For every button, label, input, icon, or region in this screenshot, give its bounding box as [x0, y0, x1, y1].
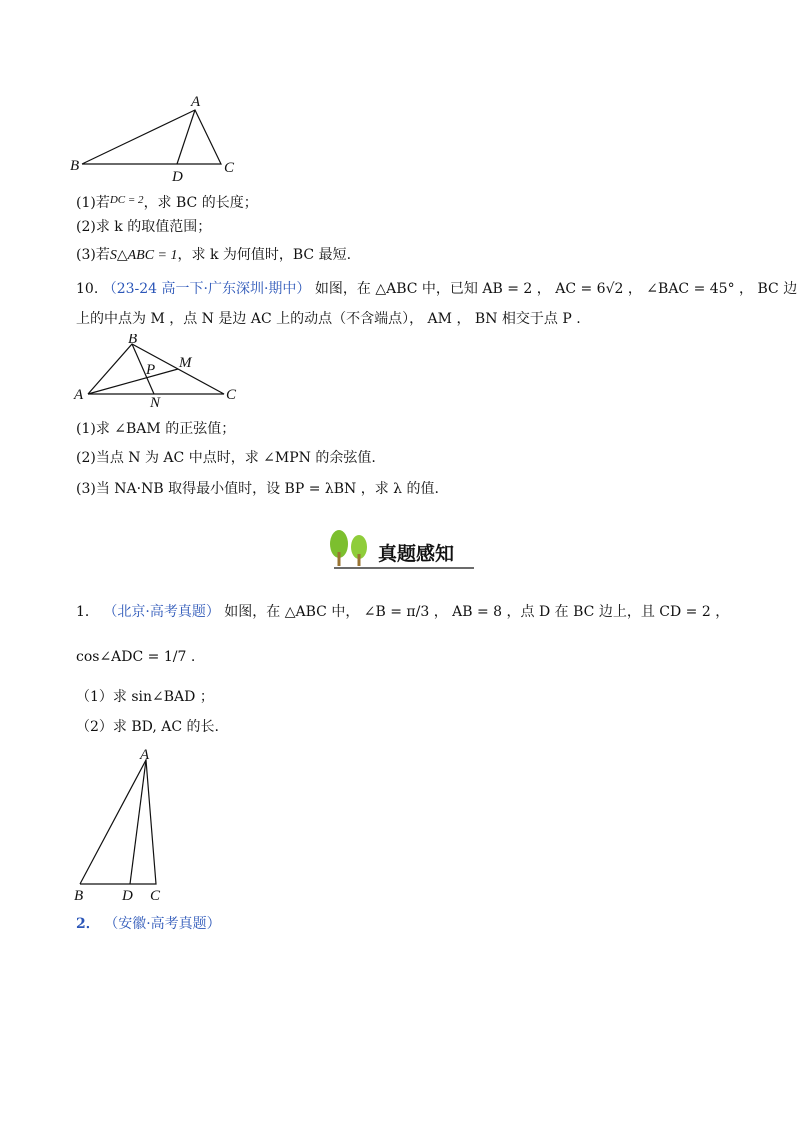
fig1-segment-ad	[177, 110, 195, 164]
r1-part1: （1）求 sin∠BAD ；	[76, 689, 214, 705]
fig1-triangle-edges	[82, 110, 221, 164]
fig2-triangle-edges	[88, 344, 224, 394]
figure-triangle-abd	[64, 92, 254, 184]
fig1-label-d: D	[172, 169, 183, 184]
q9-part1-condition: DC = 2	[109, 194, 144, 206]
fig2-label-n: N	[150, 395, 161, 409]
q9-part1-prefix: (1)若	[76, 195, 110, 211]
q10-stem-line2: 上的中点为 M ，点 N 是边 AC 上的动点（不含端点）， AM ， BN 相交于点 P .	[76, 311, 581, 327]
fig3-segment-ad	[130, 760, 146, 884]
banner-underline	[334, 567, 474, 569]
q10-stem-line1	[76, 280, 797, 298]
q10-source: （23-24 高一下·广东深圳·期中）	[102, 281, 311, 297]
fig3-label-a: A	[140, 747, 150, 763]
q9-part2: (2)求 k 的取值范围；	[76, 219, 212, 235]
r2-heading	[76, 915, 221, 933]
fig2-label-m: M	[179, 355, 192, 371]
fig3-label-b: B	[74, 888, 84, 904]
r1-stem-line2: cos∠ADC = 1/7 .	[76, 649, 196, 665]
fig2-segment-am	[88, 369, 178, 394]
r2-source: （安徽·高考真题）	[104, 916, 221, 932]
r1-number: 1．	[76, 604, 99, 620]
fig1-label-a: A	[191, 94, 201, 110]
figure-triangle-median	[70, 334, 245, 409]
fig3-label-c: C	[150, 888, 161, 904]
r1-line1: 如图，在 △ABC 中， ∠B = π/3 ， AB = 8 ，点 D 在 BC 边上，且 CD = 2 ，	[224, 604, 730, 620]
fig1-label-b: B	[70, 158, 80, 174]
fig2-label-p: P	[146, 362, 156, 378]
fig2-label-b: B	[128, 334, 138, 347]
figure-tall-triangle	[70, 744, 180, 906]
q9-part3-condition: S△ABC = 1	[109, 248, 178, 263]
q10-part3: (3)当 NA·NB 取得最小值时，设 BP = λBN ，求 λ 的值.	[76, 481, 439, 497]
q9-part3-prefix: (3)若	[76, 247, 110, 263]
fig3-triangle-edges	[80, 760, 156, 884]
tree-icon	[326, 528, 374, 570]
q10-part1: (1)求 ∠BAM 的正弦值；	[76, 421, 236, 437]
r1-stem-line1	[76, 603, 729, 621]
banner-title: 真题感知	[378, 543, 455, 565]
q9-part3	[76, 246, 351, 265]
fig3-label-d: D	[122, 888, 133, 904]
q10-part2: (2)当点 N 为 AC 中点时，求 ∠MPN 的余弦值.	[76, 450, 376, 466]
q9-part1-suffix: ，求 BC 的长度；	[143, 195, 258, 211]
r1-part2: （2）求 BD, AC 的长.	[76, 719, 219, 735]
q9-part3-suffix: ，求 k 为何值时，BC 最短.	[177, 247, 352, 263]
fig2-label-a: A	[74, 387, 84, 403]
section-banner	[326, 528, 476, 570]
fig1-label-c: C	[224, 160, 235, 176]
q10-number: 10.	[76, 281, 99, 297]
r2-number: 2．	[76, 916, 100, 932]
q9-part1	[76, 191, 258, 212]
q10-line1: 如图，在 △ABC 中，已知 AB = 2 ， AC = 6√2 ， ∠BAC = 45° ， BC 边	[314, 281, 798, 297]
r1-source: （北京·高考真题）	[103, 604, 220, 620]
fig2-label-c: C	[226, 387, 237, 403]
